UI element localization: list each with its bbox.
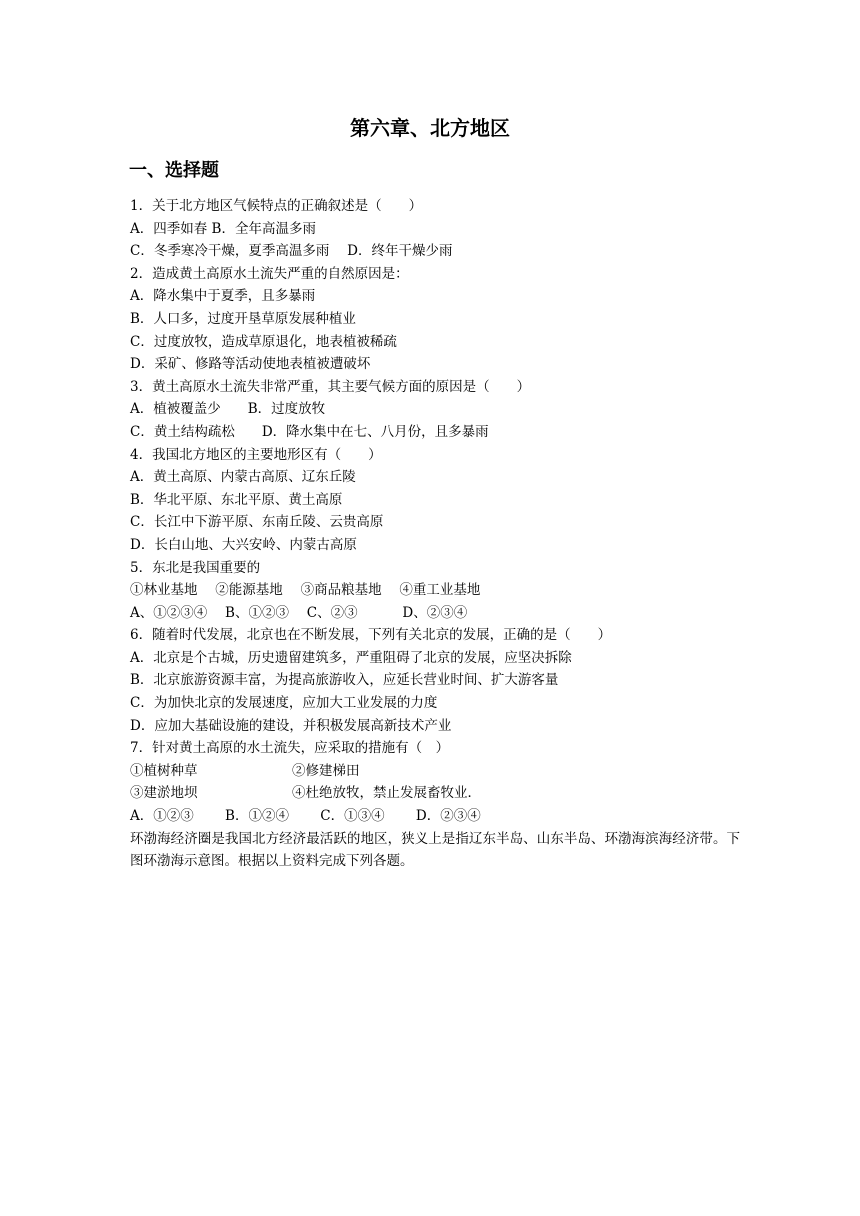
text-line: ①植树种草 ②修建梯田 [130,762,360,779]
text-line: B．人口多，过度开垦草原发展种植业 [130,310,356,327]
text-line: A．北京是个古城，历史遗留建筑多，严重阻碍了北京的发展，应坚决拆除 [130,649,572,666]
text-line: 6．随着时代发展，北京也在不断发展，下列有关北京的发展，正确的是（ ） [130,627,612,644]
text-line: A．降水集中于夏季，且多暴雨 [130,288,316,305]
text-line: 3．黄土高原水土流失非常严重，其主要气候方面的原因是（ ） [130,378,531,395]
text-line: D．采矿、修路等活动使地表植被遭破坏 [130,356,371,373]
closing-paragraph: 环渤海经济圈是我国北方经济最活跃的地区，狭义上是指辽东半岛、山东半岛、环渤海滨海经济带。下图环渤海示意图。根据以上资料完成下列各题。 [130,830,740,870]
text-line: 2．造成黄土高原水土流失严重的自然原因是： [130,265,409,282]
text-line: ③建淤地坝 ④杜绝放牧，禁止发展畜牧业． [130,785,481,802]
text-line: 1．关于北方地区气候特点的正确叙述是（ ） [130,198,423,214]
text-line: 4．我国北方地区的主要地形区有（ ） [130,446,382,463]
text-line: D．长白山地、大兴安岭、内蒙古高原 [130,536,357,553]
text-line: A、①②③④ B、①②③ C、②③ D、②③④ [130,604,468,621]
text-line: B．北京旅游资源丰富，为提高旅游收入，应延长营业时间、扩大游客量 [130,672,559,689]
text-line: 5．东北是我国重要的 [130,559,261,576]
section-heading: 一、选择题 [129,160,219,181]
text-line: C．为加快北京的发展速度，应加大工业发展的力度 [130,695,438,712]
page-title: 第六章、北方地区 [350,116,510,140]
text-line: A．植被覆盖少 B．过度放牧 [130,401,326,418]
question-list [130,195,740,873]
text-line: A．四季如春 B．全年高温多雨 [130,220,316,237]
text-line: ①林业基地 ②能源基地 ③商品粮基地 ④重工业基地 [130,582,481,599]
text-line: D．应加大基础设施的建设，并积极发展高新技术产业 [130,717,452,734]
text-line: B．华北平原、东北平原、黄土高原 [130,491,343,508]
text-line: C．过度放牧，造成草原退化，地表植被稀疏 [130,333,397,350]
text-line: A．黄土高原、内蒙古高原、辽东丘陵 [130,469,356,486]
text-line: C．冬季寒冷干燥，夏季高温多雨 D．终年干燥少雨 [130,243,453,260]
text-line: A．①②③ B．①②④ C．①③④ D．②③④ [130,808,481,825]
text-line: C．长江中下游平原、东南丘陵、云贵高原 [130,514,384,531]
text-line: 7．针对黄土高原的水土流失，应采取的措施有（ ） [130,740,450,757]
text-line: C．黄土结构疏松 D．降水集中在七、八月份，且多暴雨 [130,423,489,440]
